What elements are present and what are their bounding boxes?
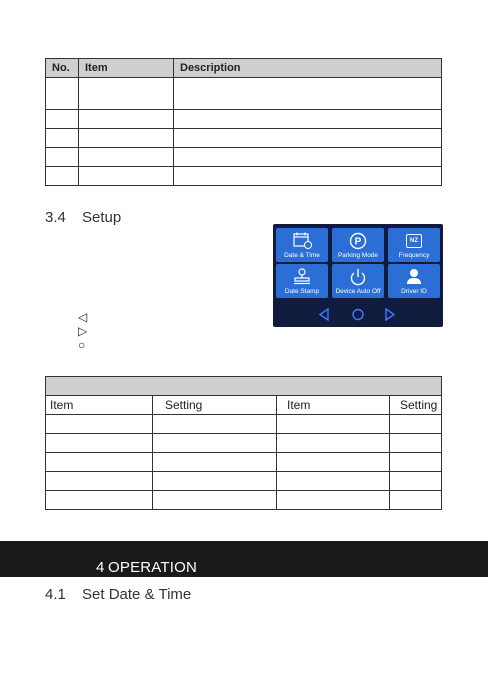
svg-text:P: P <box>354 236 362 248</box>
chapter-title: OPERATION <box>108 559 198 576</box>
section-heading-setup <box>45 209 121 226</box>
table-caption-bar <box>46 377 442 396</box>
col-header-description: Description <box>174 59 442 78</box>
nav-forward-icon[interactable] <box>386 309 394 320</box>
table-row <box>46 472 442 491</box>
tile-date-time[interactable] <box>276 228 328 262</box>
frequency-nz-icon <box>388 232 440 250</box>
col-header-item-2: Item <box>277 396 390 415</box>
tile-date-stamp[interactable] <box>276 264 328 298</box>
parking-icon <box>332 232 384 250</box>
col-header-setting: Setting <box>153 396 277 415</box>
person-icon <box>388 268 440 286</box>
power-icon <box>332 268 384 286</box>
right-arrow-icon: ▷ <box>78 324 88 338</box>
section-title: Setup <box>82 209 122 226</box>
tile-driver-id[interactable] <box>388 264 440 298</box>
items-description-table <box>45 58 442 186</box>
chapter-number: 4 <box>96 559 105 576</box>
chapter-bar-operation <box>0 541 488 577</box>
settings-table <box>45 376 442 510</box>
nav-symbol-list <box>78 310 87 352</box>
table-row <box>46 167 442 186</box>
tile-parking-mode[interactable] <box>332 228 384 262</box>
left-arrow-icon: ◁ <box>78 310 88 324</box>
tile-label: Date Stamp <box>284 288 320 295</box>
table-row <box>46 415 442 434</box>
section-heading-date-time <box>45 586 191 603</box>
table-row <box>46 434 442 453</box>
table-row <box>46 453 442 472</box>
table-row <box>46 129 442 148</box>
tile-label: Device Auto Off <box>335 288 381 295</box>
circle-icon: ○ <box>78 338 86 352</box>
section-number: 3.4 <box>45 209 66 226</box>
col-header-item: Item <box>79 59 174 78</box>
section-number: 4.1 <box>45 586 66 603</box>
tile-label: Parking Mode <box>337 252 379 259</box>
frequency-badge: NZ <box>406 234 422 248</box>
screen-nav-bar <box>273 302 443 327</box>
tile-label: Driver ID <box>401 288 427 295</box>
nav-back-icon[interactable] <box>320 309 328 320</box>
section-title: Set Date & Time <box>82 586 192 603</box>
tile-device-auto-off[interactable] <box>332 264 384 298</box>
stamp-icon <box>276 268 328 286</box>
table-row <box>46 78 442 110</box>
nav-home-icon[interactable] <box>353 310 363 320</box>
table-row <box>46 110 442 129</box>
col-header-no: No. <box>46 59 79 78</box>
device-screen <box>273 224 443 327</box>
tile-label: Frequency <box>398 252 430 259</box>
table-row <box>46 491 442 510</box>
tile-label: Date & Time <box>284 252 320 259</box>
col-header-setting-2: Setting <box>390 396 442 415</box>
table-row <box>46 148 442 167</box>
col-header-item: Item <box>46 396 153 415</box>
calendar-icon <box>276 232 328 250</box>
tile-frequency[interactable] <box>388 228 440 262</box>
